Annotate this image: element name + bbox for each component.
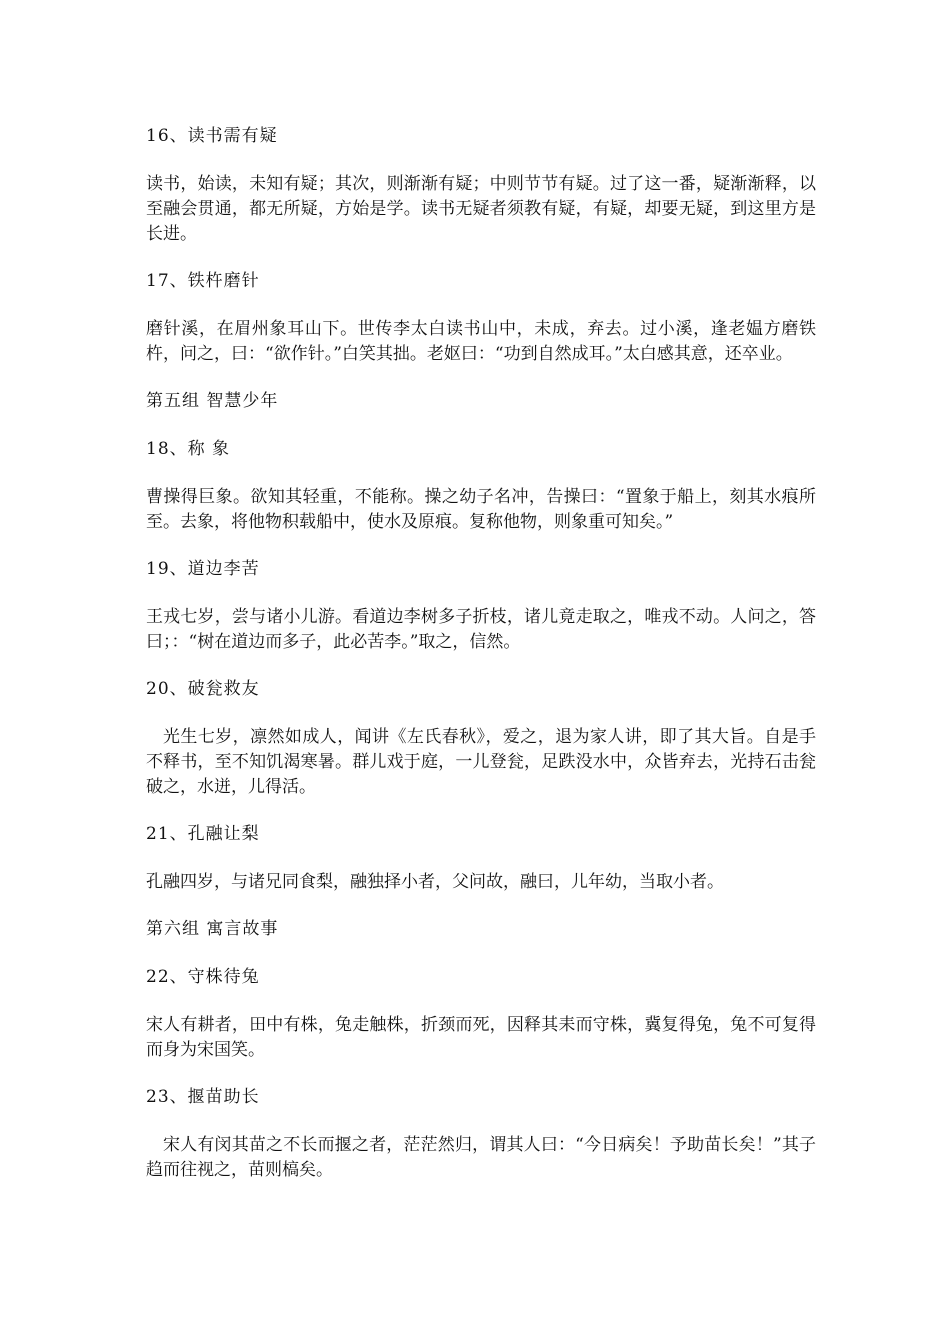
section-heading-22: 22、守株待兔: [146, 967, 260, 987]
paragraph-17: 磨针溪，在眉州象耳山下。世传李太白读书山中，未成，弃去。过小溪，逢老媪方磨铁杵，问之，曰：“欲作针。”白笑其拙。老妪曰：“功到自然成耳。”太白感其意，还卒业。: [146, 319, 816, 364]
section-heading-18: 18、称 象: [146, 439, 231, 459]
section-heading-20: 20、破瓮救友: [146, 679, 260, 699]
group-heading-6: 第六组 寓言故事: [146, 919, 279, 939]
section-heading-19: 19、道边李苦: [146, 559, 260, 579]
group-heading-5: 第五组 智慧少年: [146, 391, 279, 411]
paragraph-18: 曹操得巨象。欲知其轻重，不能称。操之幼子名冲，告操曰：“置象于船上，刻其水痕所至。去象，将他物积载船中，使水及原痕。复称他物，则象重可知矣。”: [146, 487, 816, 532]
paragraph-23: 宋人有闵其苗之不长而揠之者，茫茫然归，谓其人曰：“今日病矣！予助苗长矣！”其子趋而往视之，苗则槁矣。: [146, 1135, 816, 1180]
paragraph-16: 读书，始读，未知有疑；其次，则渐渐有疑；中则节节有疑。过了这一番，疑渐渐释，以至融会贯通，都无所疑，方始是学。读书无疑者须教有疑，有疑，却要无疑，到这里方是长进。: [146, 174, 816, 244]
section-heading-23: 23、揠苗助长: [146, 1087, 260, 1107]
section-heading-17: 17、铁杵磨针: [146, 271, 260, 291]
paragraph-20: 光生七岁，凛然如成人，闻讲《左氏春秋》，爱之，退为家人讲，即了其大旨。自是手不释书，至不知饥渴寒暑。群儿戏于庭，一儿登瓮，足跌没水中，众皆弃去，光持石击瓮破之，水迸，儿得活。: [146, 727, 816, 797]
paragraph-19: 王戎七岁，尝与诸小儿游。看道边李树多子折枝，诸儿竟走取之，唯戎不动。人问之，答曰；：“树在道边而多子，此必苦李。”取之，信然。: [146, 607, 816, 652]
paragraph-22: 宋人有耕者，田中有株，兔走触株，折颈而死，因释其耒而守株，冀复得兔，兔不可复得而身为宋国笑。: [146, 1015, 816, 1060]
paragraph-21: 孔融四岁，与诸兄同食梨，融独择小者，父问故，融曰，儿年幼，当取小者。: [146, 872, 724, 892]
section-heading-21: 21、孔融让梨: [146, 824, 260, 844]
document-page: [146, 124, 816, 1183]
section-heading-16: 16、读书需有疑: [146, 126, 278, 146]
